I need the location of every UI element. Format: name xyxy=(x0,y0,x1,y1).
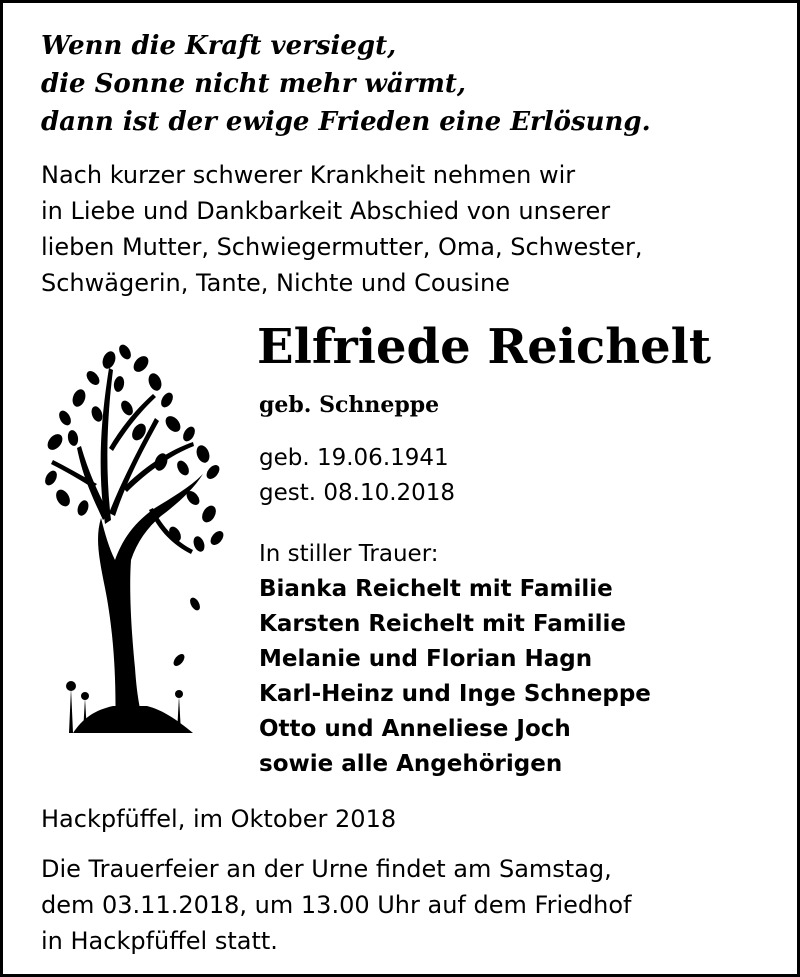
tree-icon xyxy=(43,338,233,738)
life-dates xyxy=(259,441,455,511)
ceremony-line: dem 03.11.2018, um 13.00 Uhr auf dem Friedhof xyxy=(41,891,632,919)
birth-date: geb. 19.06.1941 xyxy=(259,445,449,471)
ceremony-line: Die Trauerfeier an der Urne findet am Samstag, xyxy=(41,855,612,883)
intro-line: Schwägerin, Tante, Nichte und Cousine xyxy=(41,269,510,297)
deceased-name: Elfriede Reichelt xyxy=(257,319,712,375)
intro-line: lieben Mutter, Schwiegermutter, Oma, Schwester, xyxy=(41,233,643,261)
mourner-name: Karl-Heinz und Inge Schneppe xyxy=(259,681,651,707)
intro-text xyxy=(41,157,781,301)
death-date: gest. 08.10.2018 xyxy=(259,480,456,506)
mourners-heading: In stiller Trauer: xyxy=(259,541,439,567)
motto xyxy=(41,27,651,141)
mourner-name: Bianka Reichelt mit Familie xyxy=(259,576,613,602)
mourner-name: Melanie und Florian Hagn xyxy=(259,646,593,672)
mourners-list xyxy=(259,537,651,782)
motto-line: die Sonne nicht mehr wärmt, xyxy=(41,69,466,99)
motto-line: Wenn die Kraft versiegt, xyxy=(41,31,397,61)
birth-name: geb. Schneppe xyxy=(259,392,440,418)
mourner-name: sowie alle Angehörigen xyxy=(259,751,563,777)
intro-line: in Liebe und Dankbarkeit Abschied von unserer xyxy=(41,197,611,225)
ceremony-info xyxy=(41,851,781,959)
motto-line: dann ist der ewige Frieden eine Erlösung. xyxy=(41,107,651,137)
intro-line: Nach kurzer schwerer Krankheit nehmen wir xyxy=(41,161,576,189)
mourner-name: Karsten Reichelt mit Familie xyxy=(259,611,626,637)
ceremony-line: in Hackpfüffel statt. xyxy=(41,927,278,955)
mourner-name: Otto und Anneliese Joch xyxy=(259,716,571,742)
place-date: Hackpfüffel, im Oktober 2018 xyxy=(41,805,397,833)
